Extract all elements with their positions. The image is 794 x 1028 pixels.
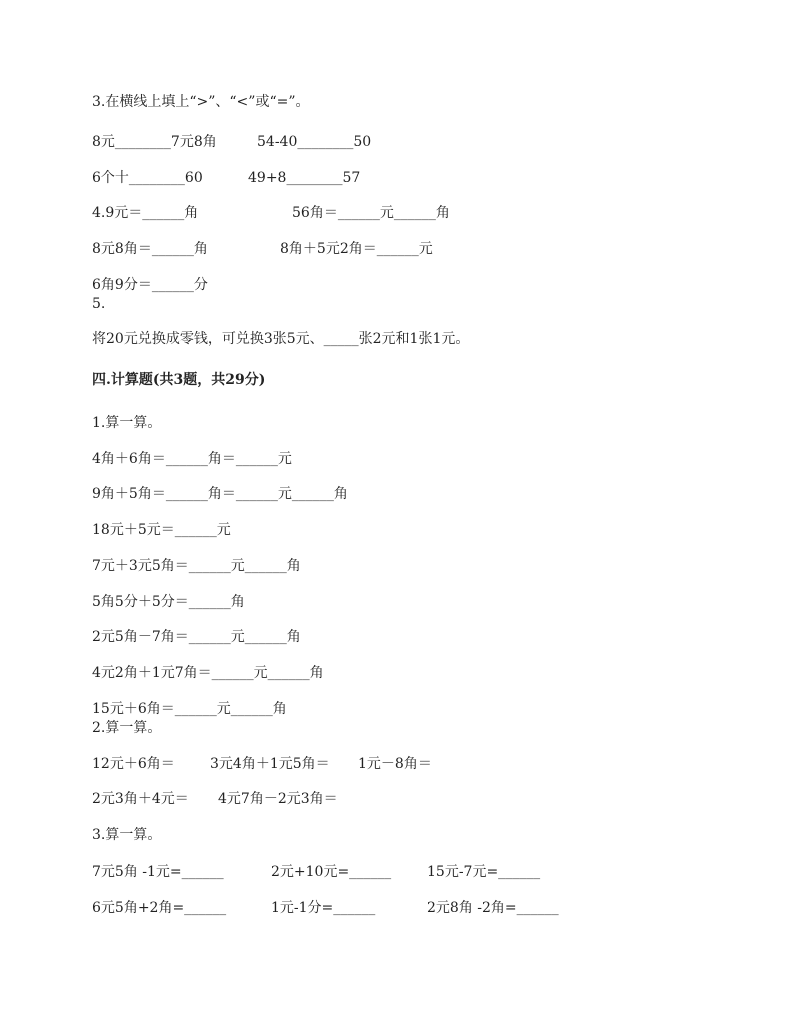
calc-3-item: 2元8角 -2角=______ xyxy=(427,900,559,916)
calc-2-item: 1元－8角＝ xyxy=(358,756,432,772)
calc-3-item: 2元+10元=______ xyxy=(271,864,392,880)
calc-2-title: 2.算一算。 xyxy=(92,720,162,736)
compare-item: 49+8________57 xyxy=(248,170,361,186)
convert-item: 56角＝______元______角 xyxy=(292,205,450,221)
calc-1-item: 15元＋6角＝______元______角 xyxy=(92,701,287,717)
calc-2-item: 2元3角＋4元＝ xyxy=(92,791,189,807)
calc-2-item: 12元＋6角＝ xyxy=(92,756,175,772)
calc-1-item: 9角＋5角＝______角＝______元______角 xyxy=(92,486,348,502)
compare-item: 6个十________60 xyxy=(92,170,203,186)
calc-1-item: 18元＋5元＝______元 xyxy=(92,522,231,538)
calc-1-item: 7元＋3元5角＝______元______角 xyxy=(92,558,301,574)
calc-2-item: 3元4角＋1元5角＝ xyxy=(210,756,330,772)
question-3-title: 3.在横线上填上“>”、“<”或“=”。 xyxy=(92,94,310,110)
convert-item: 4.9元＝______角 xyxy=(92,205,199,221)
calc-3-item: 15元-7元=______ xyxy=(427,864,541,880)
calc-1-item: 5角5分＋5分＝______角 xyxy=(92,594,245,610)
calc-3-item: 6元5角+2角=______ xyxy=(92,900,227,916)
calc-3-item: 7元5角 -1元=______ xyxy=(92,864,224,880)
convert-row-3: 6角9分＝______分 xyxy=(92,277,208,293)
calc-1-title: 1.算一算。 xyxy=(92,415,162,431)
calc-1-item: 4角＋6角＝______角＝______元 xyxy=(92,451,292,467)
convert-item: 8角＋5元2角＝______元 xyxy=(280,241,433,257)
section-4-heading: 四.计算题(共3题，共29分) xyxy=(92,372,266,388)
convert-item: 8元8角＝______角 xyxy=(92,241,208,257)
calc-1-item: 4元2角＋1元7角＝______元______角 xyxy=(92,665,324,681)
calc-1-item: 2元5角－7角＝______元______角 xyxy=(92,629,301,645)
question-5-number: 5. xyxy=(92,296,106,312)
compare-item: 8元________7元8角 xyxy=(92,134,217,150)
calc-3-title: 3.算一算。 xyxy=(92,827,162,843)
calc-2-item: 4元7角－2元3角＝ xyxy=(218,791,338,807)
question-5-text: 将20元兑换成零钱，可兑换3张5元、_____张2元和1张1元。 xyxy=(92,331,470,347)
calc-3-item: 1元-1分=______ xyxy=(271,900,376,916)
compare-item: 54-40________50 xyxy=(257,134,372,150)
